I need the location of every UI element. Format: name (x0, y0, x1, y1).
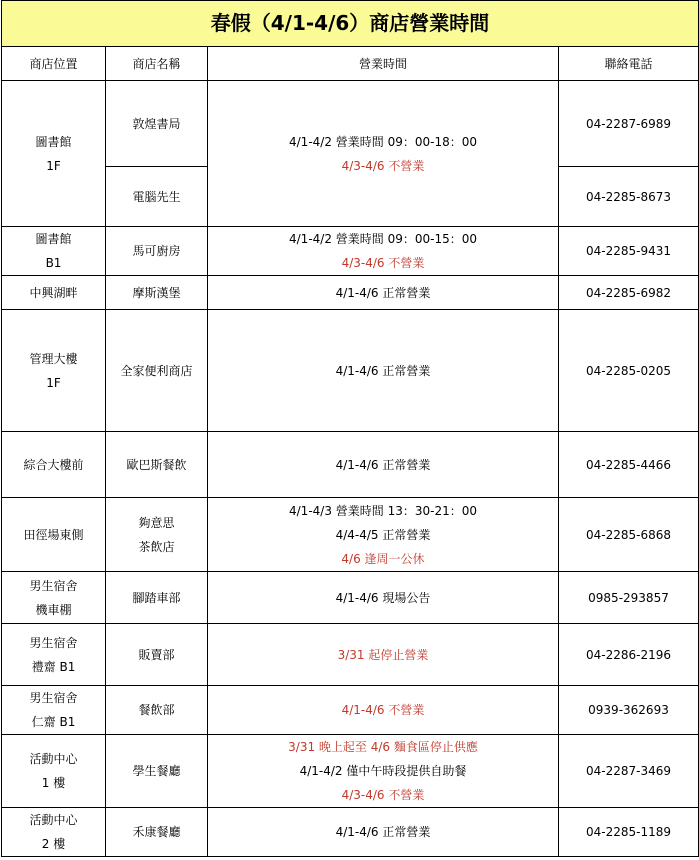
location-cell (2, 735, 106, 808)
table-row (2, 686, 699, 735)
location-line: 管理大樓 (29, 351, 78, 366)
location-cell (2, 227, 106, 276)
store-name-line: 夠意思 (138, 515, 175, 530)
hours-line: 4/1-4/2 營業時間 09：00-18：00 (289, 134, 477, 149)
location-line: 仁齋 B1 (31, 715, 76, 729)
header-store-name: 商店名稱 (106, 47, 208, 81)
hours-line: 4/1-4/3 營業時間 13：30-21：00 (289, 503, 477, 518)
table-row (2, 624, 699, 686)
store-name-cell: 馬可廚房 (106, 227, 208, 276)
header-hours: 營業時間 (208, 47, 559, 81)
hours-cell: 4/1-4/6 現場公告 (208, 572, 559, 624)
table-row (2, 572, 699, 624)
hours-cell (208, 735, 559, 808)
location-line: 1F (46, 375, 61, 390)
hours-cell: 4/1-4/6 正常營業 (208, 276, 559, 310)
hours-line-highlight: 4/6 逢周一公休 (341, 551, 425, 566)
location-line: 圖書館 (35, 232, 72, 246)
phone-cell: 0939-362693 (559, 686, 699, 735)
store-name-cell: 摩斯漢堡 (106, 276, 208, 310)
store-name-cell: 歐巴斯餐飲 (106, 432, 208, 498)
phone-cell: 04-2287-6989 (559, 81, 699, 167)
store-name-cell: 全家便利商店 (106, 310, 208, 432)
header-phone: 聯絡電話 (559, 47, 699, 81)
store-name-cell: 餐飲部 (106, 686, 208, 735)
hours-line-highlight: 3/31 晚上起至 4/6 麵食區停止供應 (288, 740, 478, 754)
hours-line-highlight: 4/3-4/6 不營業 (341, 788, 425, 802)
location-line: 機車棚 (35, 602, 72, 617)
location-line: 活動中心 (29, 752, 78, 766)
store-name-cell (106, 498, 208, 572)
location-line: 禮齋 B1 (31, 659, 76, 674)
phone-cell: 04-2285-6982 (559, 276, 699, 310)
hours-line: 4/1-4/2 營業時間 09：00-15：00 (289, 232, 477, 246)
location-cell: 田徑場東側 (2, 498, 106, 572)
hours-cell (208, 81, 559, 227)
phone-cell: 04-2285-8673 (559, 167, 699, 227)
location-line: 1F (46, 158, 61, 173)
hours-line-highlight: 4/3-4/6 不營業 (341, 256, 425, 270)
location-line: 2 樓 (41, 837, 66, 851)
phone-cell: 04-2285-1189 (559, 808, 699, 857)
store-name-cell: 販賣部 (106, 624, 208, 686)
table-row (2, 498, 699, 572)
hours-cell: 4/1-4/6 正常營業 (208, 432, 559, 498)
store-name-cell: 學生餐廳 (106, 735, 208, 808)
location-cell (2, 310, 106, 432)
location-cell (2, 686, 106, 735)
store-name-cell: 敦煌書局 (106, 81, 208, 167)
table-row (2, 735, 699, 808)
location-cell (2, 81, 106, 227)
phone-cell: 04-2285-6868 (559, 498, 699, 572)
location-cell: 中興湖畔 (2, 276, 106, 310)
location-line: 圖書館 (35, 134, 72, 149)
location-line: B1 (45, 256, 62, 270)
table-row (2, 808, 699, 857)
table-row (2, 227, 699, 276)
hours-line: 4/1-4/2 僅中午時段提供自助餐 (299, 764, 467, 778)
hours-cell: 4/1-4/6 正常營業 (208, 808, 559, 857)
phone-cell: 04-2287-3469 (559, 735, 699, 808)
header-location: 商店位置 (2, 47, 106, 81)
table-row (2, 276, 699, 310)
phone-cell: 04-2286-2196 (559, 624, 699, 686)
hours-cell-highlight: 4/1-4/6 不營業 (208, 686, 559, 735)
hours-cell (208, 227, 559, 276)
location-cell (2, 572, 106, 624)
location-cell (2, 808, 106, 857)
table-row (2, 81, 699, 167)
location-line: 男生宿舍 (29, 578, 78, 593)
store-name-cell: 電腦先生 (106, 167, 208, 227)
location-line: 1 樓 (41, 776, 66, 790)
location-cell: 綜合大樓前 (2, 432, 106, 498)
header-row (2, 47, 699, 81)
hours-cell (208, 498, 559, 572)
location-line: 活動中心 (29, 813, 78, 827)
table-row (2, 432, 699, 498)
location-line: 男生宿舍 (29, 635, 78, 650)
title-row (2, 1, 699, 47)
page-title: 春假（4/1-4/6）商店營業時間 (2, 1, 699, 47)
hours-cell-highlight: 3/31 起停止營業 (208, 624, 559, 686)
store-name-line: 茶飲店 (138, 539, 175, 554)
store-hours-table (1, 0, 699, 857)
location-line: 男生宿舍 (29, 691, 78, 705)
hours-line: 4/4-4/5 正常營業 (335, 527, 431, 542)
table-row (2, 310, 699, 432)
phone-cell: 04-2285-4466 (559, 432, 699, 498)
hours-line-highlight: 4/3-4/6 不營業 (341, 158, 425, 173)
location-cell (2, 624, 106, 686)
phone-cell: 04-2285-0205 (559, 310, 699, 432)
store-name-cell: 禾康餐廳 (106, 808, 208, 857)
hours-cell: 4/1-4/6 正常營業 (208, 310, 559, 432)
store-name-cell: 腳踏車部 (106, 572, 208, 624)
phone-cell: 0985-293857 (559, 572, 699, 624)
phone-cell: 04-2285-9431 (559, 227, 699, 276)
